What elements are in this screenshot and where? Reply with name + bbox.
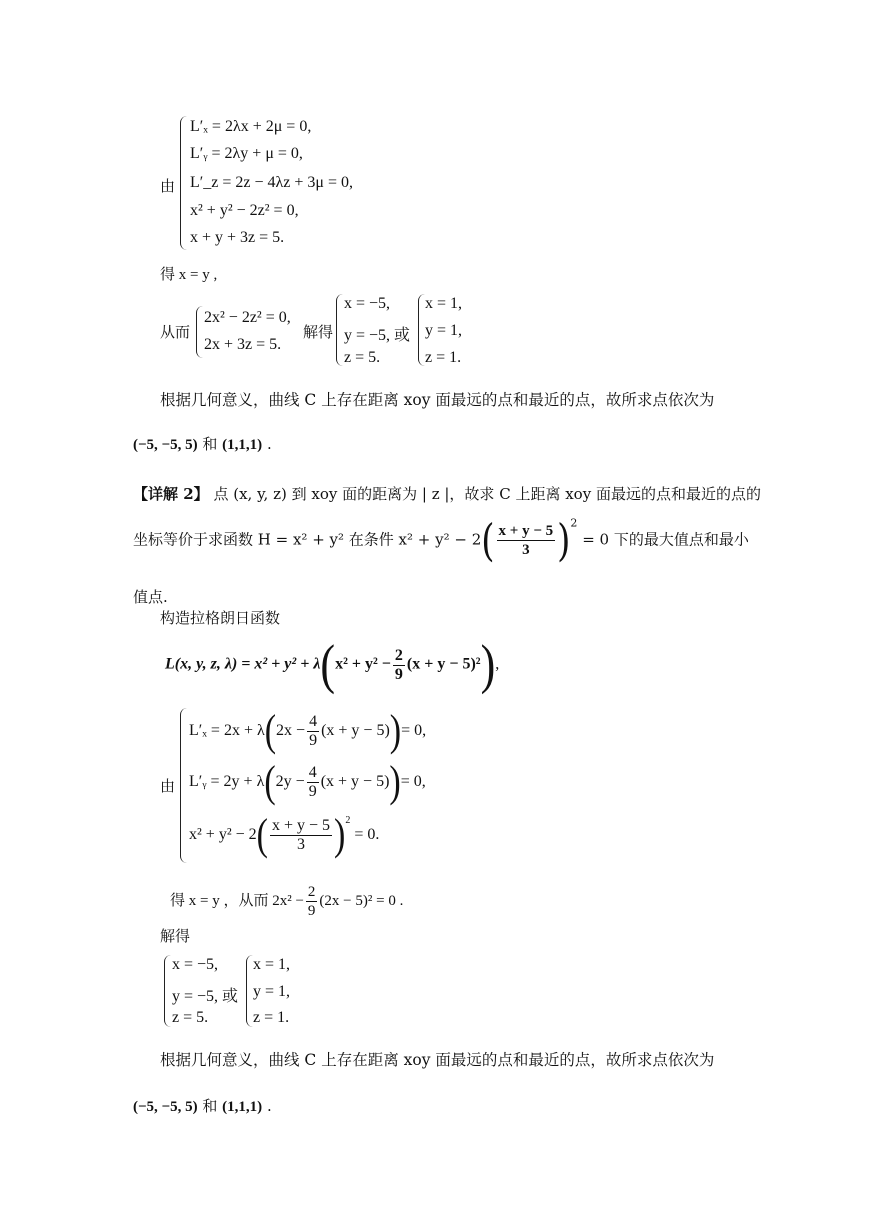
equation-line: y = −5, 或 [344,327,411,344]
answer-point: (1,1,1) [222,1099,263,1115]
equation-part: L′ₓ = 2x + λ [189,722,265,740]
exponent: 2 [345,815,351,827]
lagrange-left: L(x, y, z, λ) = x² + y² + λ [165,655,321,673]
fraction-numerator: 2 [394,646,403,664]
exponent: 2 [570,516,578,530]
equation-line: x + y + 3z = 5. [190,229,285,246]
answer-point: (−5, −5, 5) [133,1099,198,1115]
paren-left: ( [264,706,277,755]
detail-text: 点 (x, y, z) 到 xoy 面的距离为 | z |，故求 C 上距离 xoy 面最远的点和最近的点的 [213,485,761,503]
text-you: 由 [160,177,176,195]
detail-text: 坐标等价于求函数 H = x² + y² 在条件 x² + y² − 2 [133,530,482,549]
answer-point: (−5, −5, 5) [133,437,198,453]
equation-line: x = −5, [172,956,219,973]
equation-line: 2x + 3z = 5. [204,336,282,353]
text-he: 和 [202,1097,218,1115]
answer-point: (1,1,1) [222,437,263,453]
lagrange-function [165,633,500,695]
fraction-numerator: 4 [309,713,318,730]
paragraph-line: 根据几何意义，曲线 C 上存在距离 xoy 面最远的点和最近的点，故所求点依次为 [160,1051,715,1069]
answer-line [133,1096,272,1117]
period: . [266,1097,272,1115]
fraction-denominator: 9 [394,665,403,683]
equation-line: z = 5. [172,1009,209,1026]
equation-line: y = −5, 或 [172,988,239,1005]
fraction [307,713,319,750]
lagrange-inner: (x + y − 5)² [406,655,481,673]
equation-line: L′ₓ = 2λx + 2μ = 0, [190,118,312,135]
fraction-denominator: 3 [296,836,305,853]
equation-line: z = 1. [253,1009,290,1026]
equation-part: = 0. [354,826,380,844]
paren-left: ( [264,757,276,806]
fraction-numerator: x + y − 5 [498,523,554,539]
paren-right: ) [334,810,346,859]
comma: , [495,655,500,673]
paren-right: ) [480,633,496,695]
construct-text: 构造拉格朗日函数 [160,609,281,627]
equation-line: 2x² − 2z² = 0, [204,309,291,326]
fraction [306,883,318,920]
fraction-denominator: 9 [308,783,317,800]
lagrange-inner: x² + y² − [335,655,391,673]
equation-line: x = −5, [344,295,391,312]
detail-tag: 【详解 2】 [133,485,209,503]
fraction [307,764,319,801]
left-brace [180,116,189,250]
derived-line: 得 x = y , [160,267,218,283]
text-you: 由 [160,777,176,795]
fraction-numerator: 4 [308,764,317,781]
equation-line: x = 1, [425,295,463,312]
text-jiede: 解得 [303,323,334,341]
equation-line: x² + y² − 2z² = 0, [190,202,299,219]
fraction [270,817,332,854]
derived-line [170,883,403,920]
equation-line: L′ᵧ = 2λy + μ = 0, [190,145,303,162]
equation-line: x = 1, [253,956,291,973]
fraction-numerator: 2 [307,884,316,900]
equation-line: L′_z = 2z − 4λz + 3μ = 0, [190,174,354,191]
paragraph-line: 根据几何意义，曲线 C 上存在距离 xoy 面最远的点和最近的点，故所求点依次为 [160,391,715,409]
fraction-denominator: 9 [309,732,318,749]
fraction-denominator: 3 [522,542,530,558]
answer-line [133,434,272,455]
equation-part: 2y − [275,773,305,791]
paren-right: ) [389,757,401,806]
equation-line [189,810,380,859]
left-brace [180,708,189,863]
fraction [393,647,405,684]
paren-left: ( [320,633,336,695]
detail-text: = 0 下的最大值点和最小 [582,530,749,549]
derived-part: (2x − 5)² = 0 . [319,892,404,909]
text-jiede: 解得 [160,927,191,945]
equation-line [189,706,427,755]
paren-right: ) [557,514,571,567]
period: . [266,435,272,453]
equation-line: y = 1, [253,983,291,1000]
equation-line: z = 5. [344,349,381,366]
equation-part: x² + y² − 2 [189,826,257,844]
detail-text: 值点. [133,588,168,606]
fraction-numerator: x + y − 5 [271,817,331,834]
detail-heading-line [133,484,761,504]
text-he: 和 [202,435,218,453]
equation-part: (x + y − 5) [320,773,390,791]
paren-left: ( [256,810,268,859]
paren-right: ) [389,706,402,755]
equation-line: y = 1, [425,322,463,339]
equation-part: (x + y − 5) [321,722,390,740]
paren-left: ( [481,514,495,567]
equation-part: L′ᵧ = 2y + λ [189,773,265,791]
equation-part: 2x − [276,722,306,740]
derived-part: 得 x = y ，从而 2x² − [170,892,304,909]
equation-part: = 0, [401,722,427,740]
equation-line: z = 1. [425,349,462,366]
text-congr: 从而 [160,323,191,341]
fraction [497,522,556,559]
equation-line [189,757,426,806]
fraction-denominator: 9 [307,903,316,919]
detail-condition-line [133,514,749,567]
equation-part: = 0, [400,773,426,791]
